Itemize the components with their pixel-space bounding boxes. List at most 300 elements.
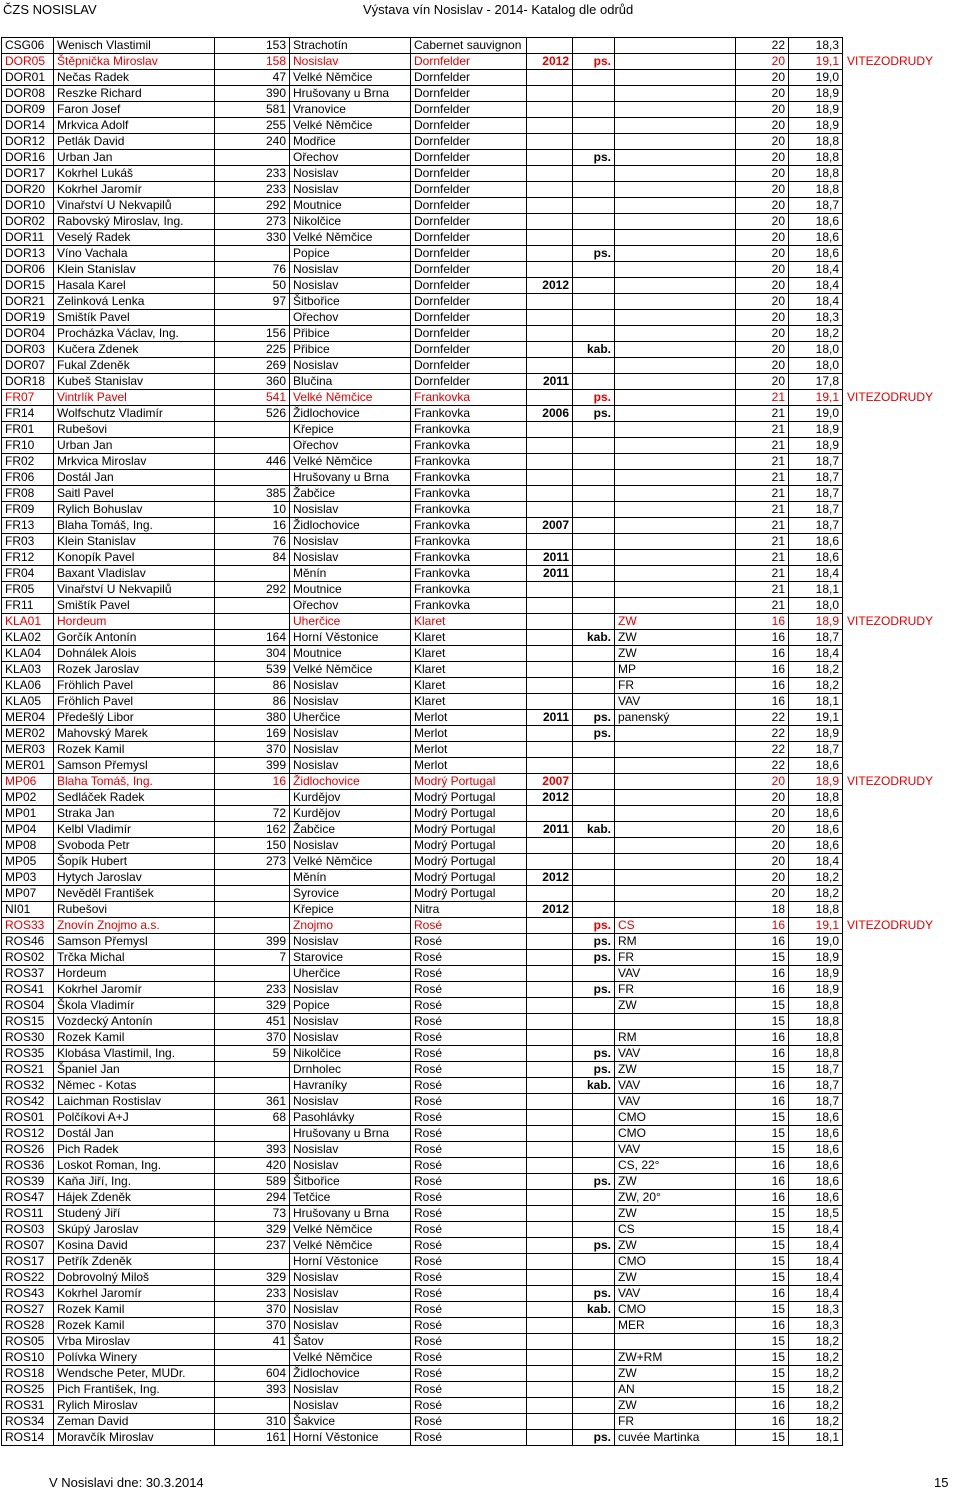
exhibitor-name-cell: Hasala Karel (54, 278, 215, 294)
vintage-cell (527, 630, 573, 646)
predicate-cell (573, 358, 615, 374)
entry-code-cell: MP06 (2, 774, 54, 790)
vintage-cell: 2012 (527, 54, 573, 70)
predicate-cell (573, 1366, 615, 1382)
score-cell: 18,3 (789, 1302, 843, 1318)
variety-cell: Frankovka (411, 598, 527, 614)
town-cell: Židlochovice (290, 518, 411, 534)
score-cell: 18,6 (789, 550, 843, 566)
note-cell: ZW (615, 1062, 736, 1078)
house-number-cell (215, 598, 290, 614)
score-cell: 18,9 (789, 614, 843, 630)
score-cell: 18,9 (789, 118, 843, 134)
house-number-cell: 526 (215, 406, 290, 422)
house-number-cell: 294 (215, 1190, 290, 1206)
exhibitor-name-cell: Konopík Pavel (54, 550, 215, 566)
note-cell (615, 822, 736, 838)
variety-cell: Merlot (411, 758, 527, 774)
predicate-cell (573, 1270, 615, 1286)
score-cell: 18,5 (789, 1206, 843, 1222)
exhibitor-name-cell: Blaha Tomáš, Ing. (54, 774, 215, 790)
award-cell (843, 86, 953, 102)
note-cell (615, 854, 736, 870)
award-cell (843, 230, 953, 246)
category-cell: 20 (736, 870, 789, 886)
table-row (2, 1318, 953, 1334)
entry-code-cell: KLA05 (2, 694, 54, 710)
table-row (2, 742, 953, 758)
house-number-cell: 84 (215, 550, 290, 566)
table-row (2, 998, 953, 1014)
score-cell: 18,6 (789, 1110, 843, 1126)
entry-code-cell: DOR18 (2, 374, 54, 390)
award-cell (843, 726, 953, 742)
score-cell: 18,4 (789, 1270, 843, 1286)
vintage-cell (527, 166, 573, 182)
table-row (2, 198, 953, 214)
table-row (2, 1382, 953, 1398)
town-cell: Pasohlávky (290, 1110, 411, 1126)
note-cell (615, 806, 736, 822)
predicate-cell (573, 806, 615, 822)
score-cell: 18,2 (789, 886, 843, 902)
predicate-cell (573, 742, 615, 758)
score-cell: 18,6 (789, 838, 843, 854)
house-number-cell: 233 (215, 166, 290, 182)
variety-cell: Modrý Portugal (411, 886, 527, 902)
predicate-cell (573, 518, 615, 534)
table-row (2, 502, 953, 518)
entry-code-cell: DOR05 (2, 54, 54, 70)
variety-cell: Modrý Portugal (411, 774, 527, 790)
exhibitor-name-cell: Saitl Pavel (54, 486, 215, 502)
note-cell (615, 134, 736, 150)
category-cell: 21 (736, 566, 789, 582)
category-cell: 15 (736, 998, 789, 1014)
award-cell (843, 982, 953, 998)
note-cell: CMO (615, 1126, 736, 1142)
table-row (2, 662, 953, 678)
note-cell (615, 566, 736, 582)
vintage-cell (527, 198, 573, 214)
note-cell (615, 598, 736, 614)
predicate-cell (573, 230, 615, 246)
score-cell: 18,8 (789, 1046, 843, 1062)
note-cell: ZW (615, 614, 736, 630)
award-cell (843, 422, 953, 438)
table-row (2, 838, 953, 854)
predicate-cell (573, 1222, 615, 1238)
score-cell: 18,4 (789, 262, 843, 278)
predicate-cell: ps. (573, 950, 615, 966)
score-cell: 18,0 (789, 358, 843, 374)
vintage-cell (527, 214, 573, 230)
predicate-cell: ps. (573, 390, 615, 406)
exhibitor-name-cell: Polčíkovi A+J (54, 1110, 215, 1126)
variety-cell: Rosé (411, 918, 527, 934)
table-row (2, 1142, 953, 1158)
house-number-cell: 255 (215, 118, 290, 134)
award-cell (843, 1430, 953, 1446)
note-cell: VAV (615, 1046, 736, 1062)
variety-cell: Klaret (411, 694, 527, 710)
entry-code-cell: ROS02 (2, 950, 54, 966)
predicate-cell (573, 614, 615, 630)
category-cell: 20 (736, 854, 789, 870)
category-cell: 16 (736, 918, 789, 934)
exhibitor-name-cell: Dobrovolný Miloš (54, 1270, 215, 1286)
category-cell: 20 (736, 358, 789, 374)
score-cell: 18,6 (789, 1126, 843, 1142)
exhibitor-name-cell: Kokrhel Jaromír (54, 982, 215, 998)
exhibitor-name-cell: Svoboda Petr (54, 838, 215, 854)
table-row (2, 902, 953, 918)
town-cell: Šatov (290, 1334, 411, 1350)
town-cell: Nosislav (290, 726, 411, 742)
table-row (2, 1222, 953, 1238)
score-cell: 18,4 (789, 854, 843, 870)
variety-cell: Modrý Portugal (411, 870, 527, 886)
category-cell: 20 (736, 230, 789, 246)
category-cell: 16 (736, 982, 789, 998)
vintage-cell (527, 1270, 573, 1286)
award-cell (843, 870, 953, 886)
variety-cell: Frankovka (411, 406, 527, 422)
vintage-cell (527, 1286, 573, 1302)
house-number-cell: 237 (215, 1238, 290, 1254)
award-cell (843, 678, 953, 694)
entry-code-cell: CSG06 (2, 38, 54, 54)
predicate-cell: ps. (573, 1430, 615, 1446)
note-cell: CS, 22° (615, 1158, 736, 1174)
town-cell: Velké Němčice (290, 1238, 411, 1254)
award-cell (843, 278, 953, 294)
house-number-cell (215, 150, 290, 166)
note-cell (615, 70, 736, 86)
note-cell (615, 486, 736, 502)
vintage-cell (527, 294, 573, 310)
exhibitor-name-cell: Petlák David (54, 134, 215, 150)
house-number-cell: 73 (215, 1206, 290, 1222)
town-cell: Měnín (290, 870, 411, 886)
vintage-cell (527, 694, 573, 710)
note-cell: RM (615, 934, 736, 950)
category-cell: 21 (736, 518, 789, 534)
note-cell (615, 310, 736, 326)
vintage-cell (527, 70, 573, 86)
category-cell: 20 (736, 246, 789, 262)
vintage-cell (527, 1302, 573, 1318)
town-cell: Drnholec (290, 1062, 411, 1078)
town-cell: Nosislav (290, 1094, 411, 1110)
score-cell: 19,1 (789, 390, 843, 406)
note-cell (615, 54, 736, 70)
vintage-cell (527, 1206, 573, 1222)
note-cell: ZW+RM (615, 1350, 736, 1366)
vintage-cell (527, 1094, 573, 1110)
vintage-cell (527, 326, 573, 342)
note-cell (615, 102, 736, 118)
entry-code-cell: DOR20 (2, 182, 54, 198)
entry-code-cell: ROS04 (2, 998, 54, 1014)
house-number-cell (215, 870, 290, 886)
score-cell: 18,8 (789, 134, 843, 150)
category-cell: 16 (736, 662, 789, 678)
variety-cell: Rosé (411, 1126, 527, 1142)
town-cell: Ořechov (290, 310, 411, 326)
note-cell (615, 390, 736, 406)
predicate-cell (573, 1254, 615, 1270)
variety-cell: Dornfelder (411, 342, 527, 358)
entry-code-cell: ROS42 (2, 1094, 54, 1110)
note-cell (615, 86, 736, 102)
variety-cell: Rosé (411, 1254, 527, 1270)
entry-code-cell: DOR06 (2, 262, 54, 278)
house-number-cell: 269 (215, 358, 290, 374)
category-cell: 15 (736, 1302, 789, 1318)
category-cell: 15 (736, 1430, 789, 1446)
note-cell: ZW (615, 630, 736, 646)
award-cell (843, 214, 953, 230)
variety-cell: Merlot (411, 742, 527, 758)
house-number-cell (215, 246, 290, 262)
score-cell: 18,4 (789, 1286, 843, 1302)
vintage-cell (527, 1382, 573, 1398)
town-cell: Nosislav (290, 550, 411, 566)
note-cell: cuvée Martinka (615, 1430, 736, 1446)
entry-code-cell: ROS21 (2, 1062, 54, 1078)
note-cell: VAV (615, 1078, 736, 1094)
predicate-cell (573, 598, 615, 614)
town-cell: Moutnice (290, 582, 411, 598)
variety-cell: Rosé (411, 1030, 527, 1046)
exhibitor-name-cell: Kokrhel Lukáš (54, 166, 215, 182)
note-cell: CS (615, 918, 736, 934)
house-number-cell (215, 918, 290, 934)
house-number-cell: 59 (215, 1046, 290, 1062)
entry-code-cell: ROS12 (2, 1126, 54, 1142)
variety-cell: Dornfelder (411, 374, 527, 390)
town-cell: Nosislav (290, 1382, 411, 1398)
variety-cell: Rosé (411, 1190, 527, 1206)
category-cell: 22 (736, 726, 789, 742)
exhibitor-name-cell: Rabovský Miroslav, Ing. (54, 214, 215, 230)
predicate-cell (573, 262, 615, 278)
entry-code-cell: ROS27 (2, 1302, 54, 1318)
town-cell: Nosislav (290, 1398, 411, 1414)
entry-code-cell: MER04 (2, 710, 54, 726)
entry-code-cell: DOR13 (2, 246, 54, 262)
category-cell: 20 (736, 150, 789, 166)
predicate-cell (573, 470, 615, 486)
category-cell: 20 (736, 118, 789, 134)
exhibitor-name-cell: Rylich Bohuslav (54, 502, 215, 518)
vintage-cell (527, 1158, 573, 1174)
house-number-cell: 162 (215, 822, 290, 838)
exhibitor-name-cell: Kosina David (54, 1238, 215, 1254)
house-number-cell: 72 (215, 806, 290, 822)
entry-code-cell: ROS15 (2, 1014, 54, 1030)
table-row (2, 342, 953, 358)
entry-code-cell: DOR14 (2, 118, 54, 134)
table-row (2, 1286, 953, 1302)
score-cell: 18,6 (789, 246, 843, 262)
entry-code-cell: ROS28 (2, 1318, 54, 1334)
score-cell: 18,3 (789, 38, 843, 54)
house-number-cell: 153 (215, 38, 290, 54)
award-cell (843, 246, 953, 262)
award-cell (843, 454, 953, 470)
award-cell (843, 806, 953, 822)
score-cell: 18,7 (789, 1062, 843, 1078)
category-cell: 16 (736, 1030, 789, 1046)
table-row (2, 454, 953, 470)
house-number-cell: 16 (215, 518, 290, 534)
town-cell: Velké Němčice (290, 70, 411, 86)
note-cell: FR (615, 950, 736, 966)
variety-cell: Rosé (411, 1062, 527, 1078)
category-cell: 16 (736, 646, 789, 662)
variety-cell: Frankovka (411, 470, 527, 486)
variety-cell: Frankovka (411, 550, 527, 566)
award-cell (843, 1366, 953, 1382)
house-number-cell: 76 (215, 534, 290, 550)
house-number-cell: 399 (215, 758, 290, 774)
variety-cell: Rosé (411, 1414, 527, 1430)
vintage-cell: 2012 (527, 902, 573, 918)
exhibitor-name-cell: Kokrhel Jaromír (54, 1286, 215, 1302)
score-cell: 18,8 (789, 790, 843, 806)
variety-cell: Dornfelder (411, 326, 527, 342)
table-row (2, 774, 953, 790)
exhibitor-name-cell: Urban Jan (54, 438, 215, 454)
table-row (2, 582, 953, 598)
predicate-cell (573, 870, 615, 886)
house-number-cell: 161 (215, 1430, 290, 1446)
vintage-cell: 2012 (527, 278, 573, 294)
predicate-cell: ps. (573, 1046, 615, 1062)
vintage-cell: 2011 (527, 710, 573, 726)
variety-cell: Dornfelder (411, 102, 527, 118)
note-cell (615, 374, 736, 390)
town-cell: Nosislav (290, 1030, 411, 1046)
entry-code-cell: ROS35 (2, 1046, 54, 1062)
exhibitor-name-cell: Wolfschutz Vladimír (54, 406, 215, 422)
table-row (2, 118, 953, 134)
category-cell: 21 (736, 422, 789, 438)
category-cell: 18 (736, 902, 789, 918)
exhibitor-name-cell: Pich Radek (54, 1142, 215, 1158)
town-cell: Velké Němčice (290, 390, 411, 406)
predicate-cell: kab. (573, 1078, 615, 1094)
category-cell: 15 (736, 1270, 789, 1286)
town-cell: Velké Němčice (290, 1350, 411, 1366)
entry-code-cell: DOR12 (2, 134, 54, 150)
category-cell: 16 (736, 934, 789, 950)
note-cell: VAV (615, 694, 736, 710)
house-number-cell: 330 (215, 230, 290, 246)
award-cell (843, 662, 953, 678)
entry-code-cell: DOR15 (2, 278, 54, 294)
note-cell: ZW (615, 998, 736, 1014)
predicate-cell (573, 1014, 615, 1030)
table-row (2, 950, 953, 966)
exhibitor-name-cell: Znovín Znojmo a.s. (54, 918, 215, 934)
predicate-cell: kab. (573, 342, 615, 358)
exhibitor-name-cell: Hytych Jaroslav (54, 870, 215, 886)
entry-code-cell: ROS11 (2, 1206, 54, 1222)
house-number-cell: 233 (215, 982, 290, 998)
variety-cell: Frankovka (411, 534, 527, 550)
vintage-cell (527, 534, 573, 550)
category-cell: 15 (736, 1206, 789, 1222)
award-cell (843, 166, 953, 182)
predicate-cell (573, 374, 615, 390)
score-cell: 17,8 (789, 374, 843, 390)
vintage-cell (527, 1334, 573, 1350)
category-cell: 21 (736, 454, 789, 470)
award-cell (843, 374, 953, 390)
entry-code-cell: MP07 (2, 886, 54, 902)
house-number-cell: 292 (215, 582, 290, 598)
exhibitor-name-cell: Pich František, Ing. (54, 1382, 215, 1398)
vintage-cell (527, 502, 573, 518)
award-cell (843, 598, 953, 614)
vintage-cell (527, 1062, 573, 1078)
category-cell: 15 (736, 1142, 789, 1158)
town-cell: Ořechov (290, 438, 411, 454)
entry-code-cell: DOR21 (2, 294, 54, 310)
category-cell: 16 (736, 694, 789, 710)
variety-cell: Dornfelder (411, 166, 527, 182)
footer-date: V Nosislavi dne: 30.3.2014 (49, 1475, 204, 1490)
house-number-cell: 50 (215, 278, 290, 294)
award-cell (843, 694, 953, 710)
category-cell: 21 (736, 534, 789, 550)
town-cell: Horní Věstonice (290, 630, 411, 646)
house-number-cell (215, 886, 290, 902)
category-cell: 15 (736, 1062, 789, 1078)
variety-cell: Rosé (411, 1142, 527, 1158)
score-cell: 18,9 (789, 102, 843, 118)
vintage-cell (527, 1126, 573, 1142)
house-number-cell: 233 (215, 1286, 290, 1302)
town-cell: Kurdějov (290, 806, 411, 822)
predicate-cell: ps. (573, 1238, 615, 1254)
entry-code-cell: ROS18 (2, 1366, 54, 1382)
table-row (2, 1174, 953, 1190)
exhibitor-name-cell: Vrba Miroslav (54, 1334, 215, 1350)
score-cell: 18,1 (789, 582, 843, 598)
score-cell: 18,2 (789, 1366, 843, 1382)
variety-cell: Dornfelder (411, 198, 527, 214)
note-cell (615, 902, 736, 918)
vintage-cell (527, 918, 573, 934)
house-number-cell: 41 (215, 1334, 290, 1350)
award-cell (843, 838, 953, 854)
entry-code-cell: FR07 (2, 390, 54, 406)
table-row (2, 1366, 953, 1382)
score-cell: 19,1 (789, 918, 843, 934)
category-cell: 21 (736, 438, 789, 454)
vintage-cell (527, 854, 573, 870)
note-cell: ZW (615, 1270, 736, 1286)
category-cell: 21 (736, 502, 789, 518)
category-cell: 16 (736, 1174, 789, 1190)
exhibitor-name-cell: Hordeum (54, 614, 215, 630)
award-cell (843, 1046, 953, 1062)
house-number-cell: 329 (215, 1222, 290, 1238)
